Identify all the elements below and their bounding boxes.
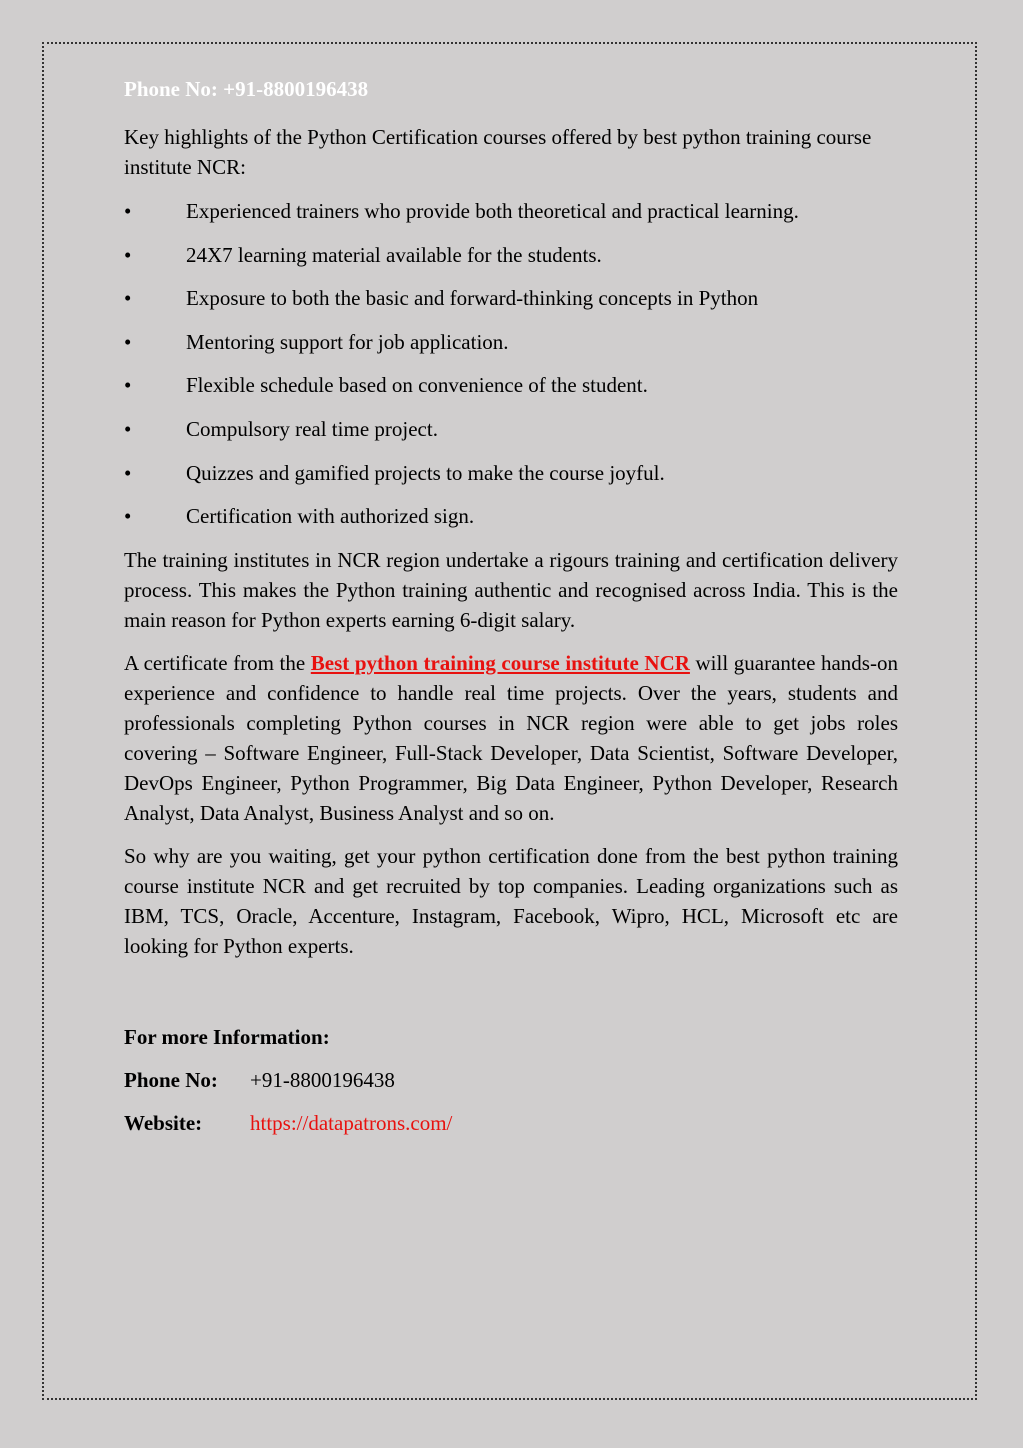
paragraph-certificate [124,648,898,828]
paragraph-call-to-action: So why are you waiting, get your python certification done from the best python training course institute NCR and get recruited by top companies. Leading organizations such as IBM, TCS, Oracle, Accenture, Instagram, Facebook, Wipro, HCL, Microsoft etc are looking for Python experts. [124,843,898,958]
spacer [124,974,898,1022]
bullet-icon: • [124,416,132,441]
bullet-icon: • [124,199,132,223]
institute-link[interactable]: Best python training course institute NCR [310,650,690,675]
intro-text: Key highlights of the Python Certification courses offered by best python training course institute NCR: [124,125,872,179]
list-item [124,458,898,488]
list-item-text: 24X7 learning material available for the students. [186,242,602,267]
bullet-icon: • [124,329,132,354]
bullet-icon: • [124,242,132,267]
info-phone-row [124,1065,898,1095]
paragraph-certificate-start: A certificate from the [124,650,311,675]
list-item-text: Flexible schedule based on convenience of the student. [186,373,648,398]
list-item [124,283,898,313]
bullet-icon: • [124,286,132,311]
list-item-text: Experienced trainers who provide both theoretical and practical learning. [186,199,799,223]
list-item-text: Compulsory real time project. [186,416,438,441]
bullet-icon: • [124,460,132,485]
highlights-list [124,196,898,531]
info-phone-value: +91-8800196438 [250,1067,395,1092]
info-website-label: Website: [124,1110,203,1135]
list-item [124,196,898,226]
info-heading: For more Information: [124,1024,330,1049]
document-body [124,76,898,1151]
bullet-icon: • [124,373,132,398]
list-item-text: Mentoring support for job application. [186,329,509,354]
header-phone: Phone No: +91-8800196438 [124,77,369,101]
info-phone-label: Phone No: [124,1067,218,1092]
list-item-text: Quizzes and gamified projects to make the course joyful. [186,460,665,485]
paragraph-certificate-end: will guarantee hands-on experience and confidence to handle real time projects. Over the years, students and professionals completing Python courses in NCR region were able to get jobs roles covering – Software Engineer, Full-Stack Developer, Data Scientist, Software Developer, DevOps Engineer, Python Programmer, Big Data Engineer, Python Developer, Research Analyst, Data Analyst, Business Analyst and so on. [124,650,898,825]
list-item-text: Exposure to both the basic and forward-thinking concepts in Python [186,286,759,311]
list-item [124,327,898,357]
list-item [124,240,898,270]
list-item [124,501,898,531]
website-link[interactable]: https://datapatrons.com/ [250,1110,453,1135]
paragraph-training: The training institutes in NCR region undertake a rigours training and certification delivery process. This makes the Python training authentic and recognised across India. This is the main reason for Python experts earning 6-digit salary. [124,547,898,632]
list-item [124,370,898,400]
list-item-text: Certification with authorized sign. [186,504,475,529]
list-item [124,414,898,444]
info-website-row [124,1108,898,1138]
bullet-icon: • [124,504,132,529]
